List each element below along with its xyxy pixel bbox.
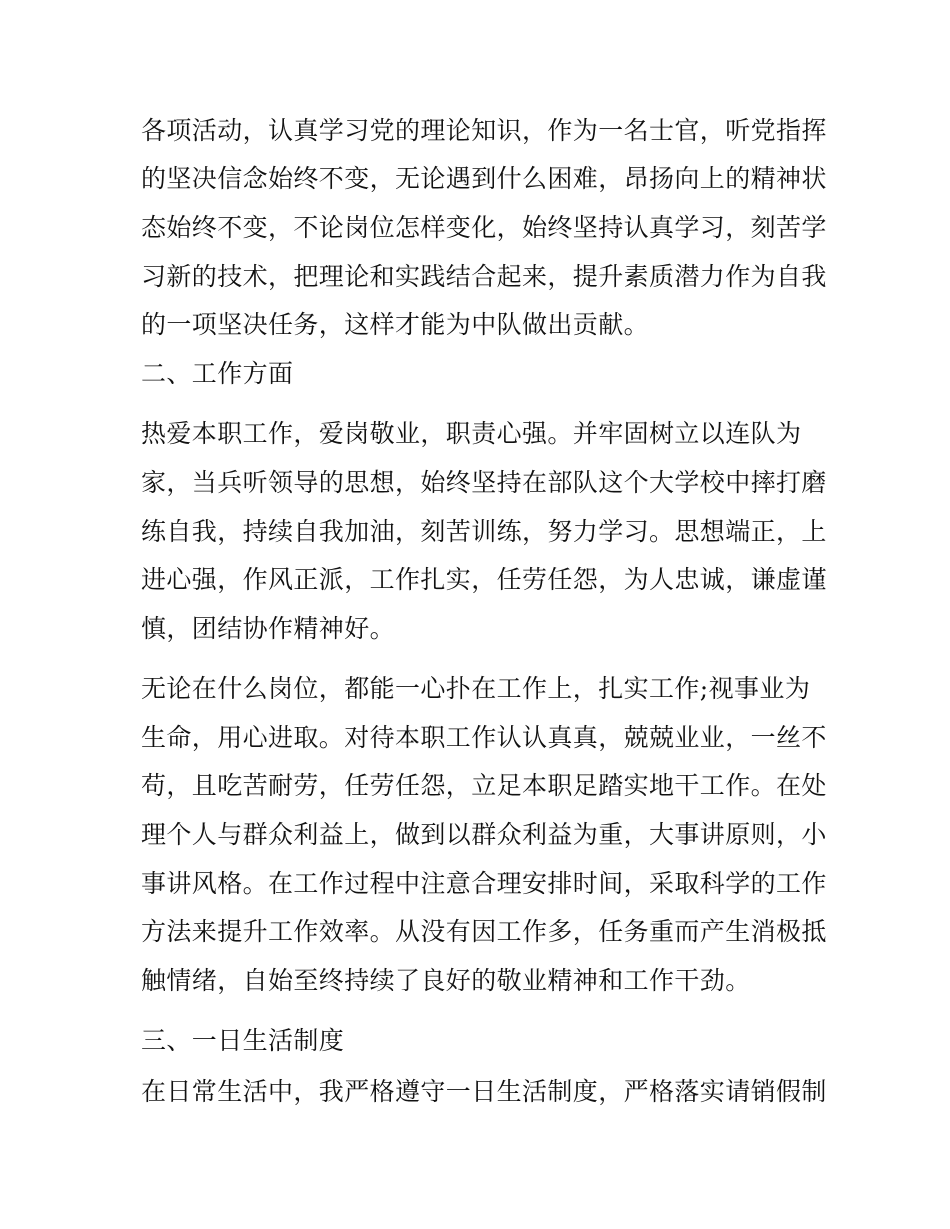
text-line: 态始终不变，不论岗位怎样变化，始终坚持认真学习，刻苦学 <box>141 213 827 242</box>
text-line: 家，当兵听领导的思想，始终坚持在部队这个大学校中摔打磨 <box>141 468 827 497</box>
text-line: 习新的技术，把理论和实践结合起来，提升素质潜力作为自我 <box>141 262 827 291</box>
text-line: 触情绪，自始至终持续了良好的敬业精神和工作干劲。 <box>141 966 751 995</box>
text-line: 的坚决信念始终不变，无论遇到什么困难，昂扬向上的精神状 <box>141 164 827 193</box>
section-heading-daily-life: 三、一日生活制度 <box>141 1026 345 1055</box>
text-line: 理个人与群众利益上，做到以群众利益为重，大事讲原则，小 <box>141 820 827 849</box>
text-line: 事讲风格。在工作过程中注意合理安排时间，采取科学的工作 <box>141 869 827 898</box>
text-line: 方法来提升工作效率。从没有因工作多，任务重而产生消极抵 <box>141 917 827 946</box>
text-line: 无论在什么岗位，都能一心扑在工作上，扎实工作;视事业为 <box>141 674 811 703</box>
text-line: 的一项坚决任务，这样才能为中队做出贡献。 <box>141 310 650 339</box>
text-line: 在日常生活中，我严格遵守一日生活制度，严格落实请销假制 <box>141 1077 827 1106</box>
text-line: 练自我，持续自我加油，刻苦训练，努力学习。思想端正，上 <box>141 517 827 546</box>
text-line: 生命，用心进取。对待本职工作认认真真，兢兢业业，一丝不 <box>141 723 827 752</box>
text-line: 进心强，作风正派，工作扎实，任劳任怨，为人忠诚，谦虚谨 <box>141 565 827 594</box>
text-line: 各项活动，认真学习党的理论知识，作为一名士官，听党指挥 <box>141 116 827 145</box>
section-heading-work: 二、工作方面 <box>141 359 294 388</box>
text-line: 慎，团结协作精神好。 <box>141 614 396 643</box>
text-line: 热爱本职工作，爱岗敬业，职责心强。并牢固树立以连队为 <box>141 419 802 448</box>
text-line: 苟，且吃苦耐劳，任劳任怨，立足本职足踏实地干工作。在处 <box>141 771 827 800</box>
